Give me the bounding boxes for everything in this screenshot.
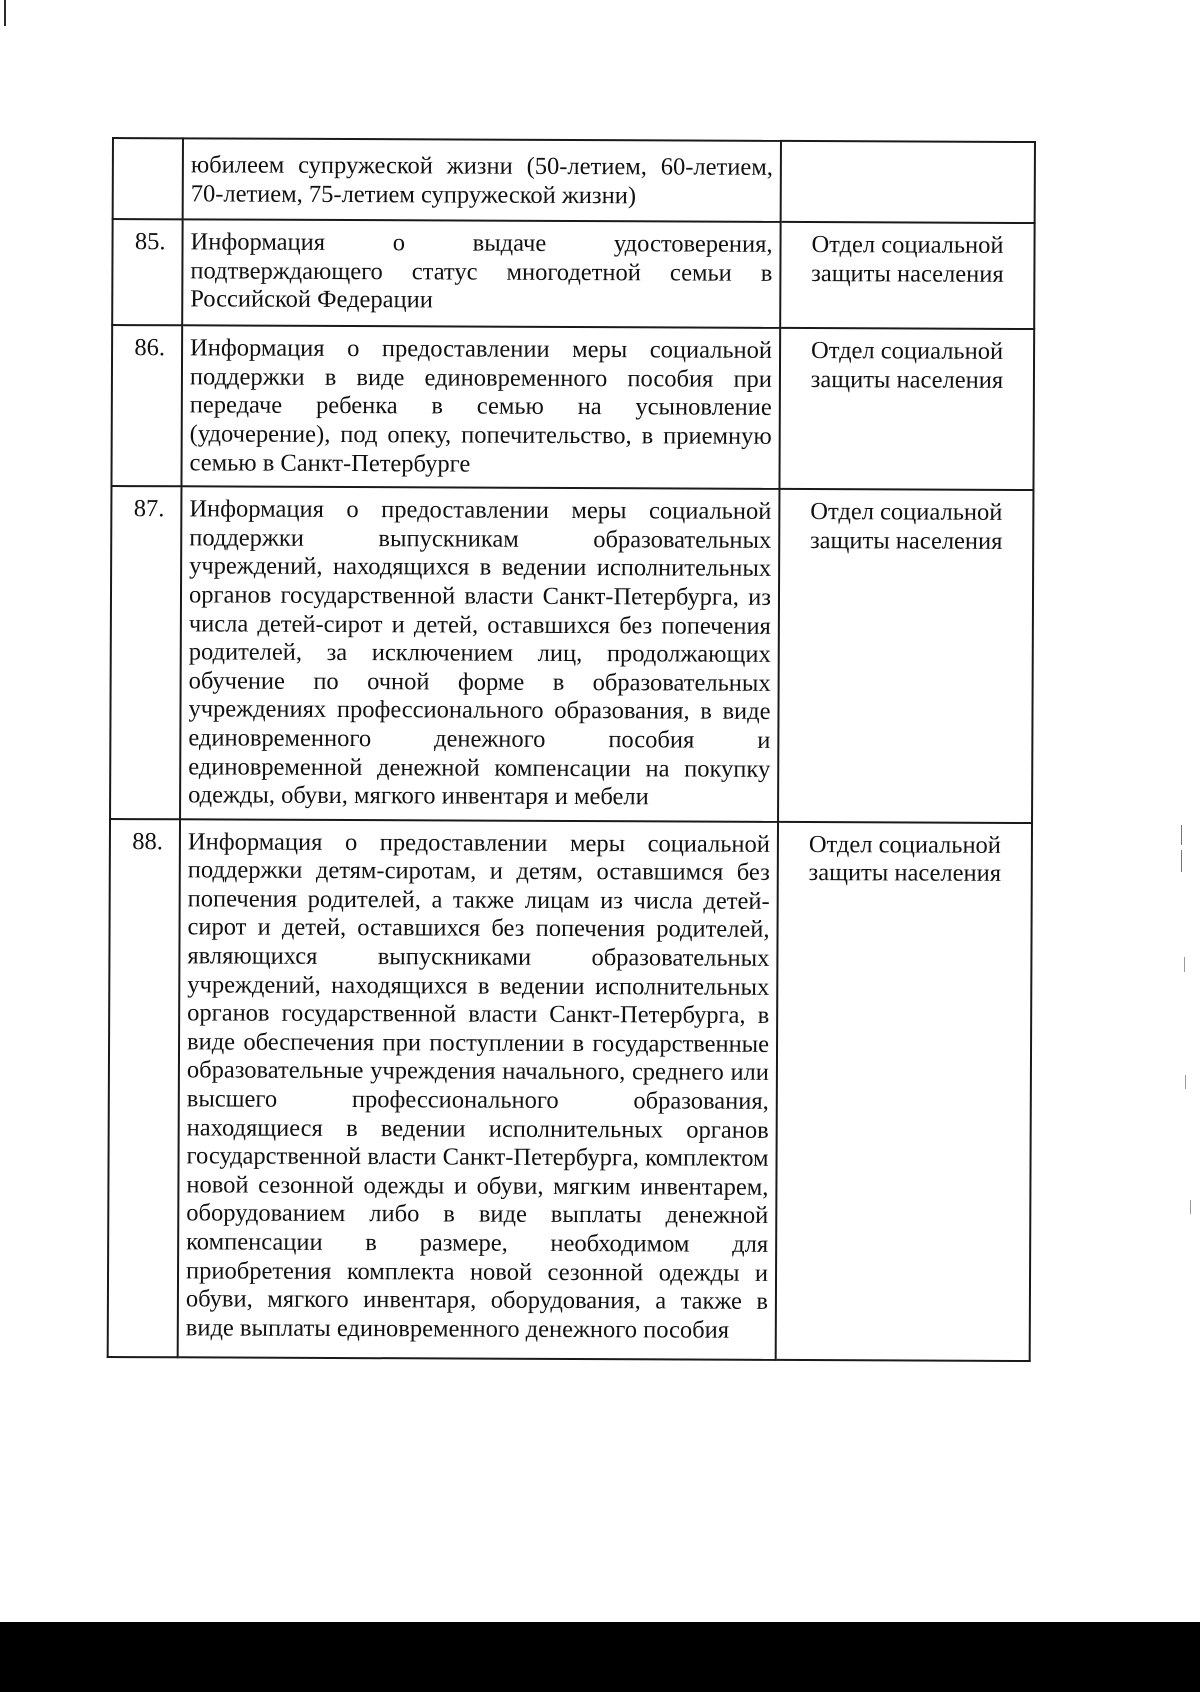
row-department: Отдел социальной защиты населения <box>780 222 1034 329</box>
scan-artifact-mark <box>1185 1075 1186 1089</box>
scan-bottom-bar <box>0 1622 1200 1692</box>
row-description: юбилеем супружеской жизни (50-летием, 60-летием, 70-летием, 75-летием супружеской жизни) <box>183 138 781 222</box>
row-number: 85. <box>112 219 182 325</box>
row-number: 86. <box>111 325 182 486</box>
row-department <box>781 141 1035 223</box>
scan-artifact-mark <box>1181 825 1182 845</box>
row-description: Информация о выдаче удостоверения, подтверждающего статус многодетной семьи в Российской Федерации <box>182 219 780 328</box>
row-department: Отдел социальной защиты населения <box>778 489 1033 823</box>
row-number: 87. <box>110 486 181 819</box>
scan-artifact-mark <box>1184 957 1185 972</box>
table-row <box>113 138 1035 223</box>
services-table <box>107 137 1036 1362</box>
row-description: Информация о предоставлении меры социальной поддержки в виде единовременного пособия при передаче ребенка в семью на усыновление (удочерение), под опеку, попечительство, в приемную семью в Санкт-Петербурге <box>181 325 780 489</box>
table-row <box>108 819 1032 1362</box>
scan-artifact-mark <box>1181 850 1182 872</box>
scan-artifact-mark <box>1190 1200 1191 1214</box>
row-department: Отдел социальной защиты населения <box>779 328 1034 490</box>
row-description: Информация о предоставлении меры социальной поддержки выпускникам образовательных учреждений, находящихся в ведении исполнительных органов государственной власти Санкт-Петербурга, из числа детей-сирот и детей, оставшихся без попечения родителей, за исключением лиц, продолжающих обучение по очной форме в образовательных учреждениях профессионального образования, в виде единовременного денежного пособия и единовременной денежной компенсации на покупку одежды, обуви, мягкого инвентаря и мебели <box>180 486 779 821</box>
row-description: Информация о предоставлении меры социальной поддержки детям-сиротам, и детям, оставшимся без попечения родителей, а также лицам из числа детей-сирот и детей, оставшихся без попечения родителей, являющихся выпускниками образовательных учреждений, находящихся в ведении исполнительных органов государственной власти Санкт-Петербурга, в виде обеспечения при поступлении в государственные образовательные учреждения начального, среднего или высшего профессионального образования, находящиеся в ведении исполнительных органов государственной власти Санкт-Петербурга, комплектом новой сезонной одежды и обуви, мягким инвентарем, оборудованием либо в виде выплаты денежной компенсации в размере, необходимом для приобретения комплекта новой сезонной одежды и обуви, мягкого инвентаря, оборудования, а также в виде выплаты единовременного денежного пособия <box>178 819 778 1360</box>
table-row <box>110 486 1033 823</box>
row-department: Отдел социальной защиты населения <box>776 822 1032 1362</box>
table-row <box>112 219 1034 329</box>
scan-edge-mark <box>4 0 6 26</box>
row-number <box>113 138 183 219</box>
table-row <box>111 325 1034 490</box>
row-number: 88. <box>108 819 180 1358</box>
